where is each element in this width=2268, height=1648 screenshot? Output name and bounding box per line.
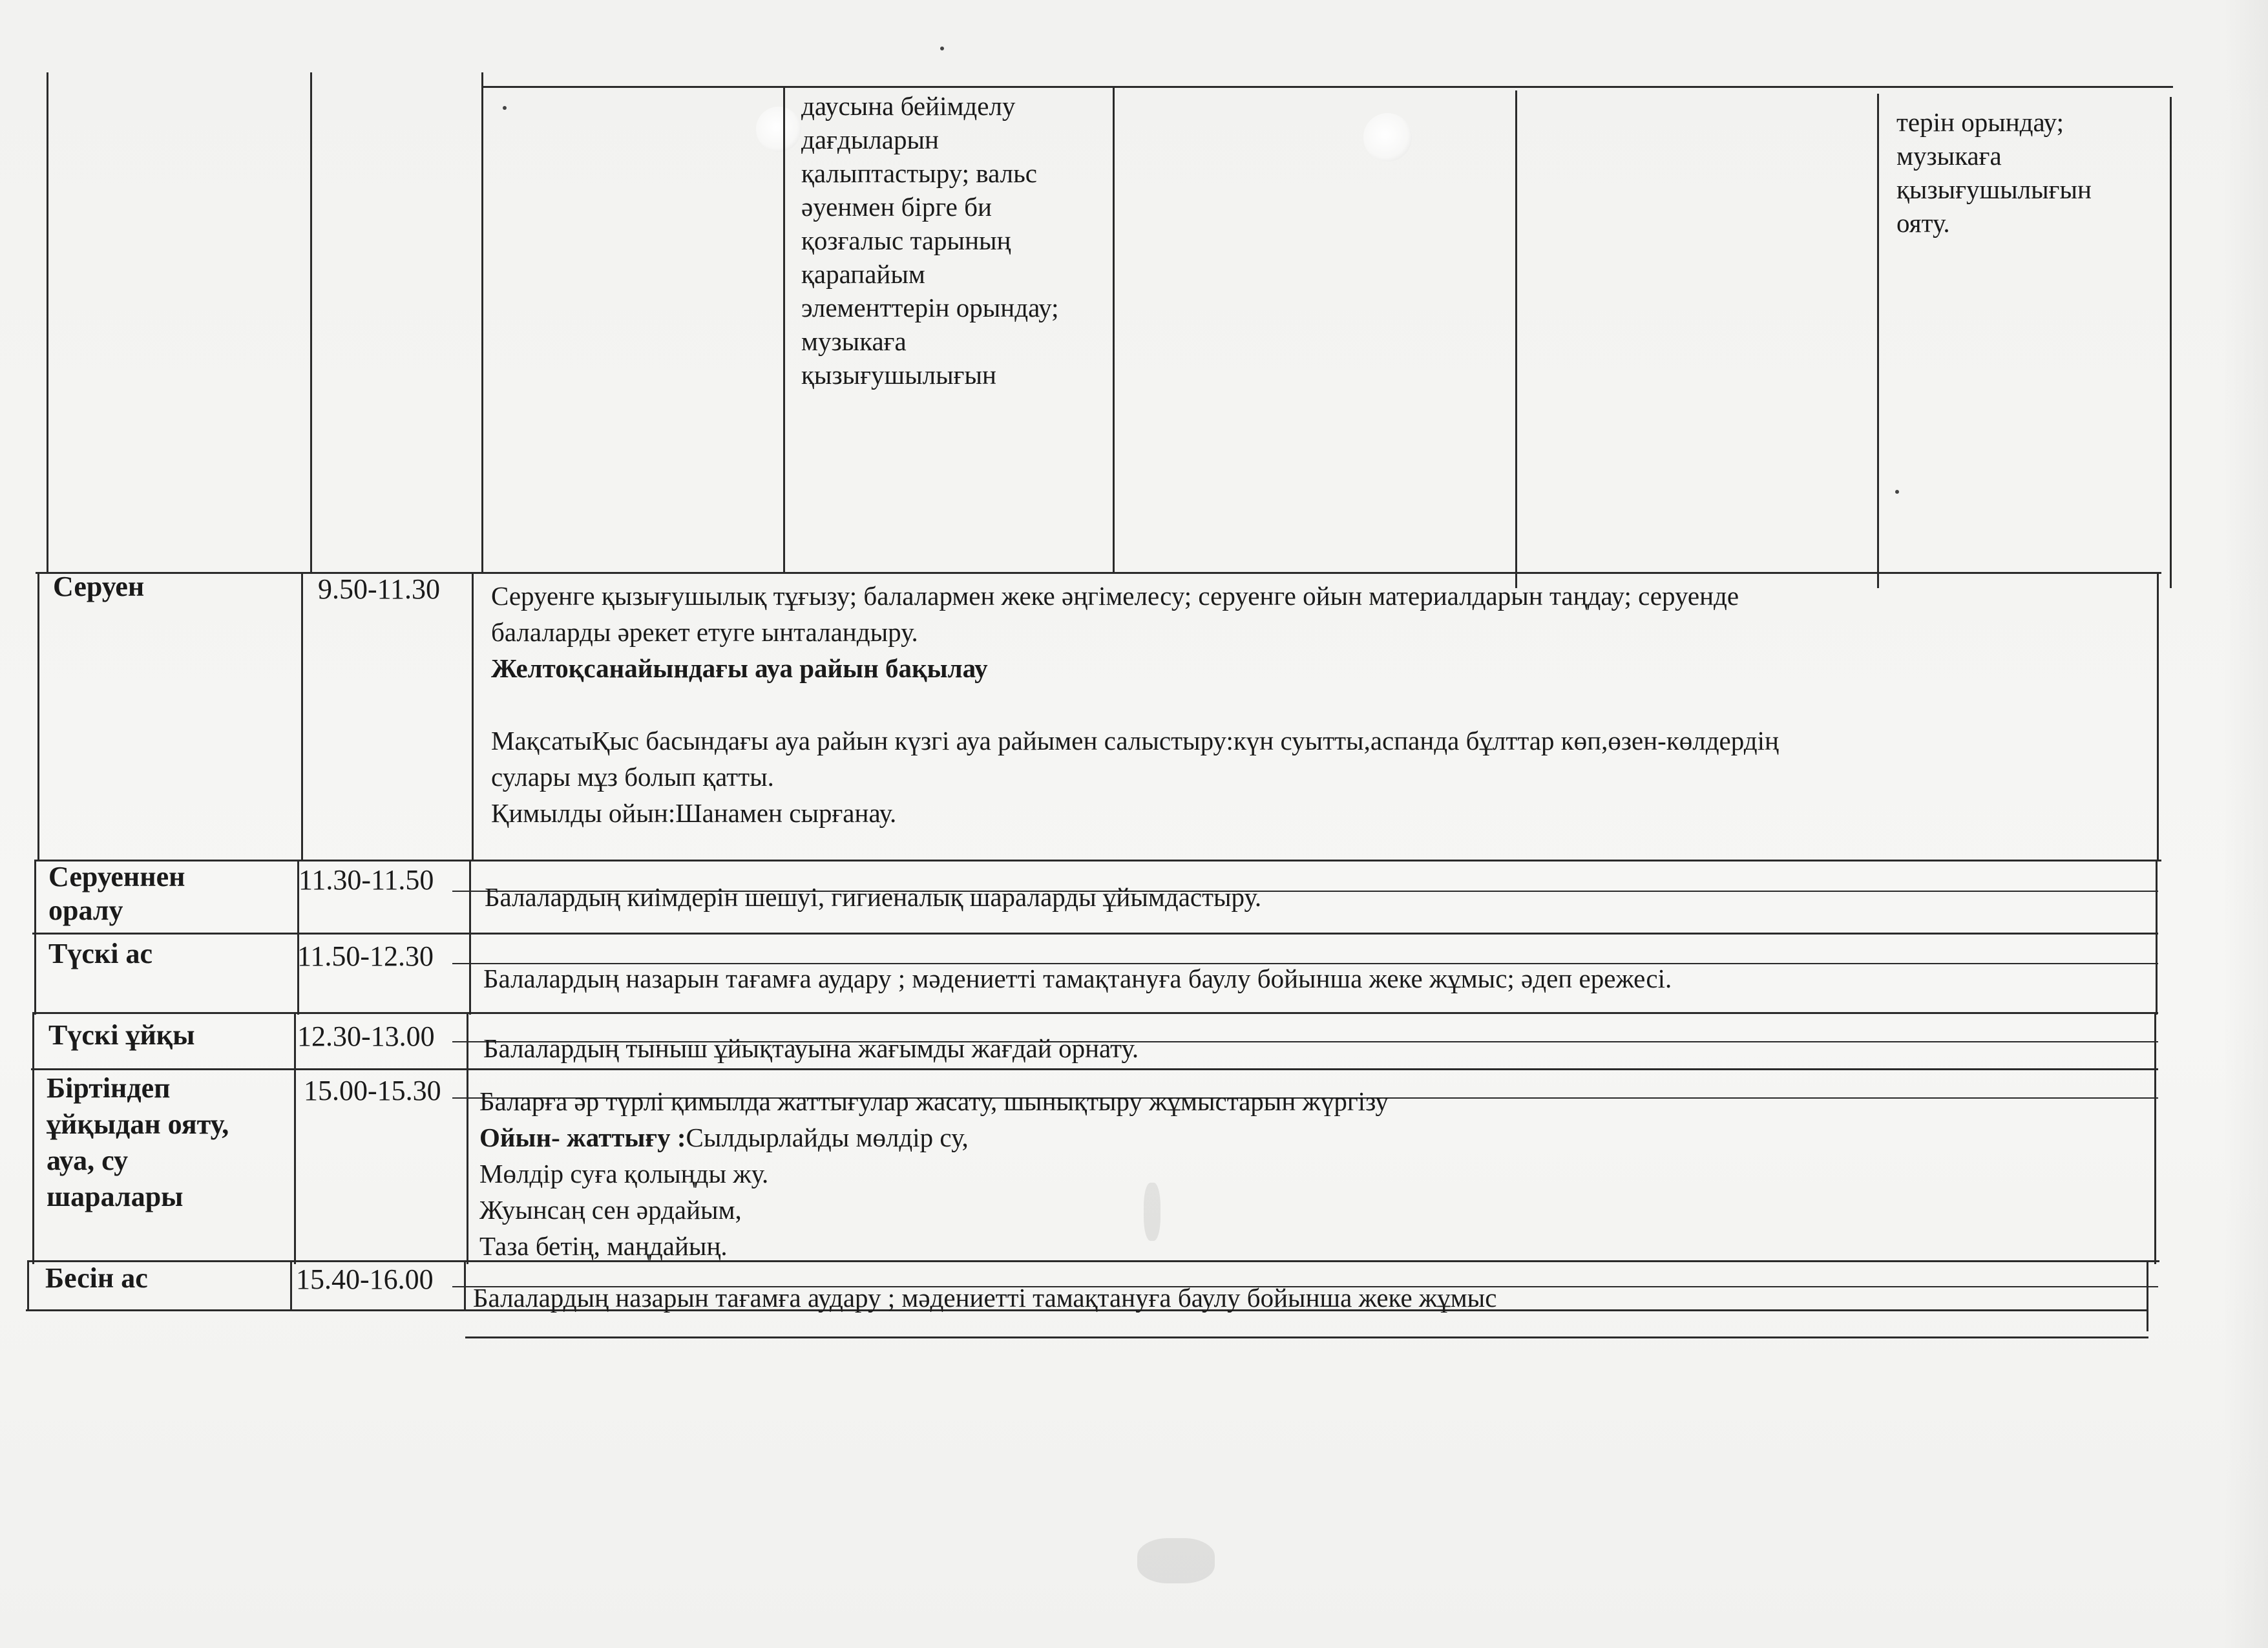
text-line: Балалардың киімдерін шешуі, гигиеналық шараларды ұйымдастыру.	[485, 882, 1262, 912]
label-line: Бесін ас	[45, 1262, 148, 1294]
row-time: 11.50-12.30	[297, 940, 434, 972]
label-line: шаралары	[47, 1181, 184, 1212]
row-label	[48, 860, 185, 927]
text-line	[479, 1119, 1389, 1156]
text-line: қарапайым	[801, 259, 925, 289]
row-time: 9.50-11.30	[318, 573, 441, 605]
label-line: Біртіндеп	[47, 1072, 171, 1104]
table-rule	[27, 1260, 29, 1311]
row-time: 15.00-15.30	[304, 1075, 441, 1106]
text-line: Қимылды ойын:Шанамен сырғанау.	[491, 798, 897, 828]
text-line: Балалардың назарын тағамға аудару ; мәдениетті тамақтануға баулу бойынша жеке жұмыс; әдеп ережесі.	[483, 964, 1672, 993]
row-content	[491, 578, 1779, 831]
row-label	[48, 1017, 195, 1053]
table-rule	[310, 72, 312, 573]
text-line: сулары мұз болып қатты.	[491, 762, 774, 792]
label-line: ауа, су	[47, 1145, 129, 1176]
text-line: Балалардың тыныш ұйықтауына жағымды жағдай орнату.	[483, 1033, 1139, 1063]
row-label	[47, 1070, 229, 1215]
table-rule	[472, 572, 474, 860]
smudge-mark	[1137, 1538, 1215, 1583]
row-content	[483, 1030, 1139, 1066]
text-line: Баларға әр түрлі қимылда жаттығулар жасату, шынықтыру жұмыстарын жүргізу	[479, 1086, 1389, 1116]
table-rule	[32, 1012, 2158, 1014]
row-time: 11.30-11.50	[299, 864, 434, 896]
table-rule	[36, 860, 2161, 861]
text-line: қалыптастыру; вальс	[801, 158, 1037, 188]
text-line: Балалардың назарын тағамға аудару ; мәдениетті тамақтануға баулу бойынша жеке жұмыс	[473, 1283, 1497, 1313]
inline-text: Сылдырлайды мөлдір су,	[686, 1123, 969, 1152]
table-rule	[1877, 94, 1879, 588]
table-rule	[464, 1260, 466, 1311]
table-rule	[469, 860, 471, 1015]
table-rule	[465, 1336, 2148, 1338]
text-line: қызығушылығын	[801, 360, 996, 390]
row-label	[48, 936, 152, 972]
text-line: Таза бетің, маңдайың.	[479, 1231, 728, 1261]
text-line: Мөлдір суға қолыңды жу.	[479, 1159, 769, 1188]
table-rule	[290, 1260, 292, 1311]
table-rule	[2154, 1012, 2156, 1264]
text-line	[491, 686, 1779, 723]
table-rule	[2156, 860, 2158, 1015]
text-line: элементтерін орындау;	[801, 293, 1059, 322]
table-rule	[1113, 86, 1115, 573]
scan-shadow	[2223, 0, 2268, 1648]
text-line: Желтоқсанайындағы ауа райын бақылау	[491, 653, 988, 683]
text-line: әуенмен бірге би	[801, 192, 992, 222]
text-line: дағдыларын	[801, 125, 939, 154]
text-line: терін орындау;	[1896, 107, 2064, 137]
row-content	[485, 879, 1261, 915]
text-line: балаларды әрекет етуге ынталандыру.	[491, 617, 918, 647]
text-line: қозғалыс тарының	[801, 226, 1011, 255]
speck	[940, 47, 944, 50]
table-rule	[47, 72, 48, 573]
activity-cell-text	[801, 89, 1059, 392]
text-line: МақсатыҚыс басындағы ауа райын күзгі ауа райымен салыстыру:күн суытты,аспанда бұлттар көп,өзен-көлдердің	[491, 726, 1779, 755]
label-line: Серуеннен	[48, 861, 185, 893]
row-label	[53, 569, 144, 605]
activity-cell-text	[1896, 105, 2092, 240]
punch-hole-left	[756, 107, 801, 152]
table-rule	[294, 1012, 296, 1264]
table-rule	[32, 1012, 34, 1264]
table-rule	[34, 860, 36, 1015]
table-rule	[481, 86, 2173, 88]
label-line: Түскі ас	[48, 938, 152, 969]
label-line: Түскі ұйқы	[48, 1019, 195, 1051]
row-time: 15.40-16.00	[296, 1263, 434, 1295]
table-rule	[481, 72, 483, 573]
table-rule	[2147, 1260, 2148, 1331]
label-line: оралу	[48, 894, 123, 926]
table-rule	[37, 572, 39, 860]
text-line: Жуынсаң сен әрдайым,	[479, 1195, 742, 1225]
bold-prefix: Ойын- жаттығу :	[479, 1123, 686, 1152]
label-line: Серуен	[53, 571, 145, 602]
text-line: даусына бейімделу	[801, 91, 1016, 121]
table-rule	[467, 1012, 468, 1264]
row-time: 12.30-13.00	[297, 1020, 435, 1052]
text-line: Серуенге қызығушылық тұғызу; балалармен жеке әңгімелесу; серуенге ойын материалдарын таңдау; серуенде	[491, 581, 1739, 611]
row-label	[45, 1260, 148, 1296]
text-line: музыкаға	[801, 326, 907, 356]
speck	[503, 106, 507, 110]
row-content	[473, 1280, 1496, 1316]
punch-hole-right	[1363, 113, 1412, 162]
table-rule	[2170, 97, 2172, 588]
table-rule	[301, 572, 303, 860]
table-rule	[2157, 572, 2159, 860]
table-rule	[32, 933, 2158, 935]
speck	[1895, 490, 1899, 494]
text-line: қызығушылығын	[1896, 174, 2092, 204]
table-rule	[1515, 90, 1517, 588]
table-rule	[783, 86, 785, 573]
table-rule	[31, 1068, 2158, 1070]
row-content	[479, 1083, 1389, 1264]
row-content	[483, 960, 1672, 997]
text-line: ояту.	[1896, 208, 1950, 238]
text-line: музыкаға	[1896, 141, 2002, 171]
label-line: ұйқыдан ояту,	[47, 1108, 229, 1140]
